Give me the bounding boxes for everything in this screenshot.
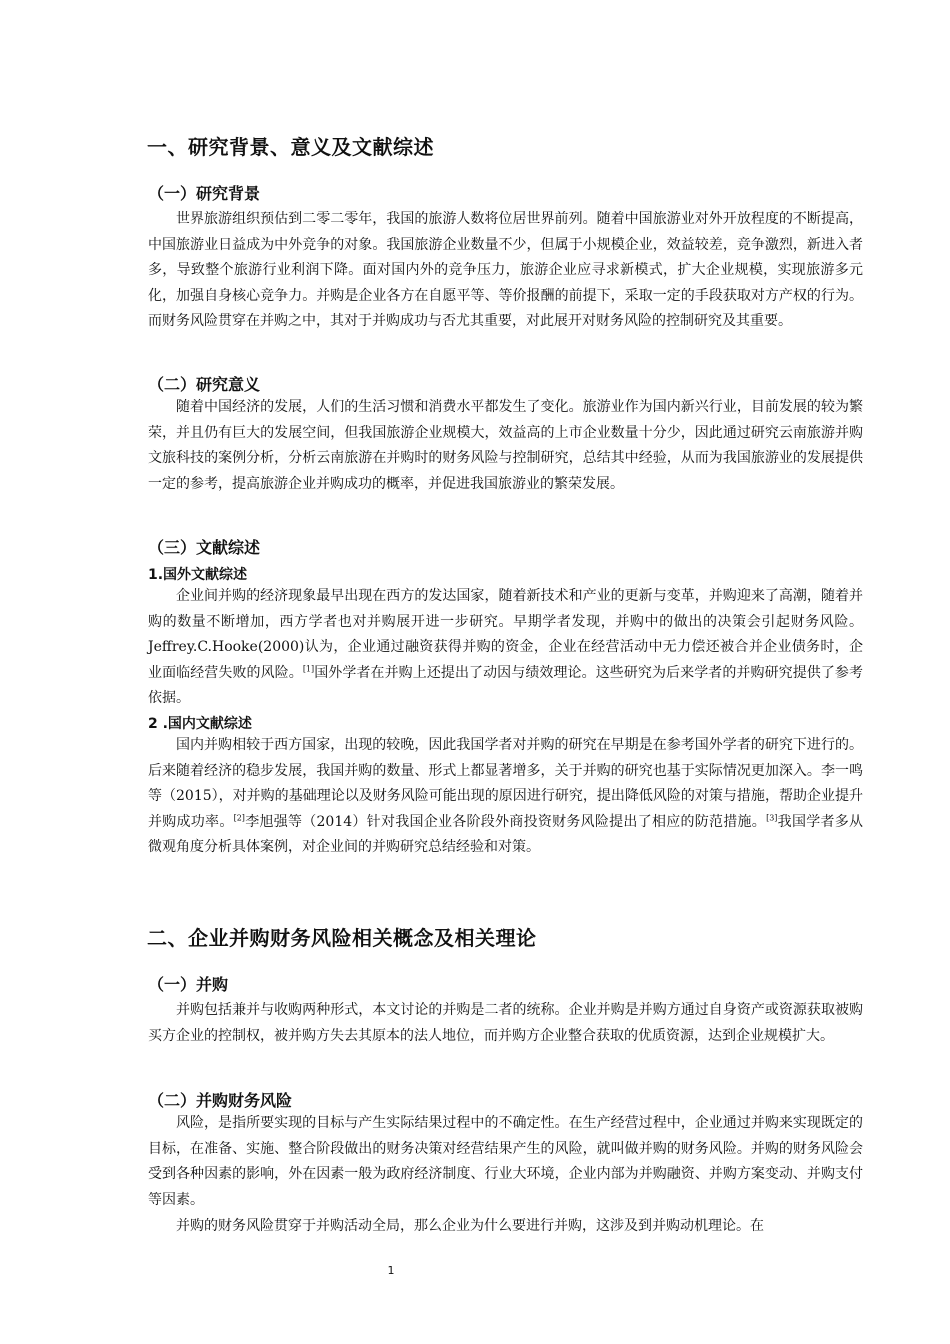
foreign-literature-text-b: 国外学者在并购上还提出了动因与绩效理论。这些研究为后来学者的并购研究提供了参考依据。 — [148, 664, 864, 707]
citation-1: [1] — [302, 664, 315, 674]
paragraph-mergers: 并购包括兼并与收购两种形式，本文讨论的并购是二者的统称。企业并购是并购方通过自身资产或资源获取被购买方企业的控制权，被并购方失去其原本的法人地位，而并购方企业整合获取的优质资源，达到企业规模扩大。 — [148, 1002, 863, 1044]
domestic-literature-text-b: 李旭强等（2014）针对我国企业各阶段外商投资财务风险提出了相应的防范措施。 — [244, 813, 767, 830]
paragraph-research-significance: 随着中国经济的发展，人们的生活习惯和消费水平都发生了变化。旅游业作为国内新兴行业，目前发展的较为繁荣，并且仍有巨大的发展空间，但我国旅游企业规模大，效益高的上市企业数量十分少，因此通过研究云南旅游并购文旅科技的案例分析，分析云南旅游在并购时的财务风险与控制研究，总结其中经验，从而为我国旅游业的发展提供一定的参考，提高旅游企业并购成功的概率，并促进我国旅游业的繁荣发展。 — [148, 399, 863, 492]
citation-2: [2] — [233, 813, 245, 823]
heading-research-significance: （二）研究意义 — [148, 375, 261, 394]
section-2-title: 二、企业并购财务风险相关概念及相关理论 — [147, 926, 537, 950]
paragraph-foreign-literature — [148, 584, 863, 712]
heading-foreign-literature: 1.国外文献综述 — [148, 567, 248, 583]
heading-merger-financial-risk: （二）并购财务风险 — [148, 1091, 293, 1110]
paragraph-merger-financial-risk-2: 并购的财务风险贯穿于并购活动全局，那么企业为什么要进行并购，这涉及到并购动机理论。在 — [176, 1218, 764, 1234]
heading-domestic-literature: 2 .国内文献综述 — [148, 716, 252, 732]
paragraph-domestic-literature — [148, 733, 863, 861]
paragraph-research-background: 世界旅游组织预估到二零二零年，我国的旅游人数将位居世界前列。随着中国旅游业对外开放程度的不断提高，中国旅游业日益成为中外竞争的对象。我国旅游企业数量不少，但属于小规模企业，效益较差，竞争激烈，新进入者多，导致整个旅游行业利润下降。面对国内外的竞争压力，旅游企业应寻求新模式，扩大企业规模，实现旅游多元化，加强自身核心竞争力。并购是企业各方在自愿平等、等价报酬的前提下，采取一定的手段获取对方产权的行为。而财务风险贯穿在并购之中，其对于并购成功与否尤其重要，对此展开对财务风险的控制研究及其重要。 — [148, 211, 863, 330]
citation-3: [3] — [766, 813, 778, 823]
heading-research-background: （一）研究背景 — [148, 184, 261, 203]
foreign-literature-text-a: 企业间并购的经济现象最早出现在西方的发达国家，随着新技术和产业的更新与变革，并购迎来了高潮，随着并购的数量不断增加，西方学者也对并购展开进一步研究。早期学者发现，并购中的做出的决策会引起财务风险。Jeffrey.C.Hooke(2000)认为，企业通过融资获得并购的资金，企业在经营活动中无力偿还被合并企业债务时，企业面临经营失败的风险。 — [148, 588, 863, 681]
heading-literature-review: （三）文献综述 — [148, 538, 261, 557]
paragraph-merger-financial-risk-1: 风险，是指所要实现的目标与产生实际结果过程中的不确定性。在生产经营过程中，企业通过并购来实现既定的目标，在准备、实施、整合阶段做出的财务决策对经营结果产生的风险，就叫做并购的财务风险。并购的财务风险会受到各种因素的影响，外在因素一般为政府经济制度、行业大环境，企业内部为并购融资、并购方案变动、并购支付等因素。 — [148, 1115, 863, 1208]
section-1-title: 一、研究背景、意义及文献综述 — [147, 135, 434, 159]
page-number: 1 — [387, 1264, 395, 1277]
domestic-literature-text-a: 国内并购相较于西方国家，出现的较晚，因此我国学者对并购的研究在早期是在参考国外学者的研究下进行的。后来随着经济的稳步发展，我国并购的数量、形式上都显著增多，关于并购的研究也基于实际情况更加深入。李一鸣等（2015），对并购的基础理论以及财务风险可能出现的原因进行研究，提出降低风险的对策与措施，帮助企业提升并购成功率。 — [148, 737, 863, 830]
domestic-literature-text-c: 我国学者多从微观角度分析具体案例，对企业间的并购研究总结经验和对策。 — [148, 813, 864, 856]
heading-mergers: （一）并购 — [148, 975, 229, 994]
